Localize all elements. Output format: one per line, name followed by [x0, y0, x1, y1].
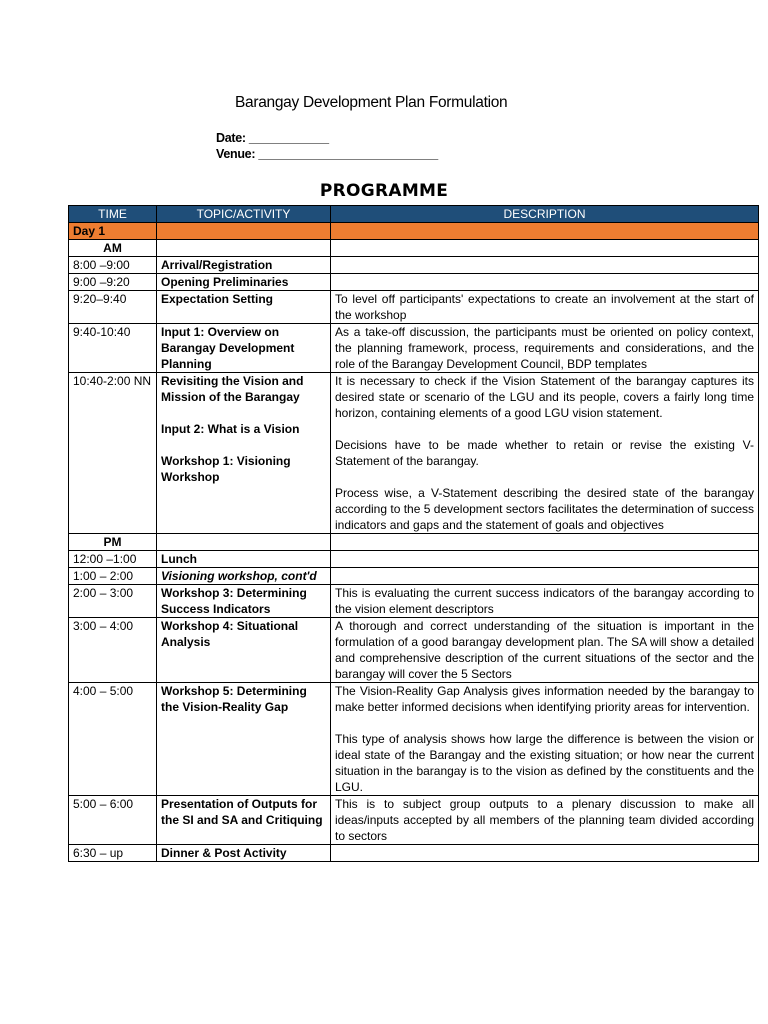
- time-cell: 3:00 – 4:00: [69, 618, 157, 683]
- topic-cell: Arrival/Registration: [157, 257, 331, 274]
- topic-cell: Lunch: [157, 551, 331, 568]
- topic-cell: Dinner & Post Activity: [157, 845, 331, 862]
- time-cell: 1:00 – 2:00: [69, 568, 157, 585]
- description-cell: [331, 845, 759, 862]
- description-paragraph: This type of analysis shows how large the difference is between the vision or ideal state of the Barangay and the existing situation; or how near the current situation in the barangay is to the vision as defined by the constituents and the LGU.: [335, 732, 754, 794]
- column-header-time: TIME: [69, 206, 157, 223]
- description-cell: [331, 274, 759, 291]
- description-cell: [331, 683, 759, 796]
- programme-heading: PROGRAMME: [319, 181, 449, 201]
- description-cell: To level off participants' expectations to create an involvement at the start of the workshop: [331, 291, 759, 324]
- topic-cell: [157, 373, 331, 534]
- description-paragraph: Decisions have to be made whether to retain or revise the existing V-Statement of the barangay.: [335, 438, 754, 468]
- time-cell: 12:00 –1:00: [69, 551, 157, 568]
- day-label: Day 1: [69, 223, 157, 240]
- session-label-am: AM: [69, 240, 157, 257]
- time-cell: 8:00 –9:00: [69, 257, 157, 274]
- table-row: [69, 291, 759, 324]
- session-row-am: [69, 240, 759, 257]
- table-header-row: [69, 206, 759, 223]
- date-field: Date: ____________: [216, 131, 329, 145]
- table-row: [69, 568, 759, 585]
- programme-table: [68, 205, 759, 862]
- table-row: [69, 683, 759, 796]
- time-cell: 6:30 – up: [69, 845, 157, 862]
- time-cell: 4:00 – 5:00: [69, 683, 157, 796]
- time-cell: 9:40-10:40: [69, 324, 157, 373]
- description-cell: [331, 551, 759, 568]
- table-row: [69, 618, 759, 683]
- document-title: Barangay Development Plan Formulation: [235, 94, 508, 111]
- topic-cell: Opening Preliminaries: [157, 274, 331, 291]
- table-row: [69, 274, 759, 291]
- time-cell: 9:00 –9:20: [69, 274, 157, 291]
- description-paragraph: Process wise, a V-Statement describing the desired state of the barangay according to the 5 development sectors facilitates the determination of success indicators and gaps and the statement of goals and objectives: [335, 486, 754, 532]
- topic-cell: Visioning workshop, cont'd: [157, 568, 331, 585]
- description-cell: A thorough and correct understanding of the situation is important in the formulation of a good barangay development plan. The SA will show a detailed and comprehensive description of the current situations of the sector and the barangay will cover the 5 Sectors: [331, 618, 759, 683]
- topic-line: Revisiting the Vision and Mission of the Barangay: [161, 374, 304, 404]
- description-paragraph: The Vision-Reality Gap Analysis gives information needed by the barangay to make better informed decisions when identifying priority areas for intervention.: [335, 684, 754, 714]
- description-cell: This is to subject group outputs to a plenary discussion to make all ideas/inputs accepted by all members of the planning team divided according to sectors: [331, 796, 759, 845]
- table-row: [69, 257, 759, 274]
- description-cell: [331, 373, 759, 534]
- day-row: [69, 223, 759, 240]
- topic-cell: Workshop 4: Situational Analysis: [157, 618, 331, 683]
- column-header-description: DESCRIPTION: [331, 206, 759, 223]
- session-row-pm: [69, 534, 759, 551]
- topic-line: Workshop 1: Visioning Workshop: [161, 454, 291, 484]
- description-cell: [331, 257, 759, 274]
- time-cell: 5:00 – 6:00: [69, 796, 157, 845]
- time-cell: 10:40-2:00 NN: [69, 373, 157, 534]
- topic-cell: Workshop 3: Determining Success Indicators: [157, 585, 331, 618]
- table-row: [69, 585, 759, 618]
- table-row: [69, 373, 759, 534]
- column-header-topic: TOPIC/ACTIVITY: [157, 206, 331, 223]
- topic-cell: Workshop 5: Determining the Vision-Reality Gap: [157, 683, 331, 796]
- description-cell: This is evaluating the current success indicators of the barangay according to the vision element descriptors: [331, 585, 759, 618]
- topic-cell: Input 1: Overview on Barangay Development Planning: [157, 324, 331, 373]
- table-row: [69, 796, 759, 845]
- table-row: [69, 845, 759, 862]
- description-paragraph: It is necessary to check if the Vision Statement of the barangay captures its desired state or scenario of the LGU and its people, covers a fairly long time horizon, containing elements of a good LGU vision statement.: [335, 374, 754, 420]
- venue-field: Venue: ___________________________: [216, 147, 438, 161]
- topic-cell: Expectation Setting: [157, 291, 331, 324]
- time-cell: 2:00 – 3:00: [69, 585, 157, 618]
- topic-cell: Presentation of Outputs for the SI and SA and Critiquing: [157, 796, 331, 845]
- table-row: [69, 551, 759, 568]
- session-label-pm: PM: [69, 534, 157, 551]
- table-row: [69, 324, 759, 373]
- time-cell: 9:20–9:40: [69, 291, 157, 324]
- description-cell: As a take-off discussion, the participants must be oriented on policy context, the planning framework, process, requirements and considerations, and the role of the Barangay Development Council, BDP templates: [331, 324, 759, 373]
- description-cell: [331, 568, 759, 585]
- topic-line: Input 2: What is a Vision: [161, 422, 300, 436]
